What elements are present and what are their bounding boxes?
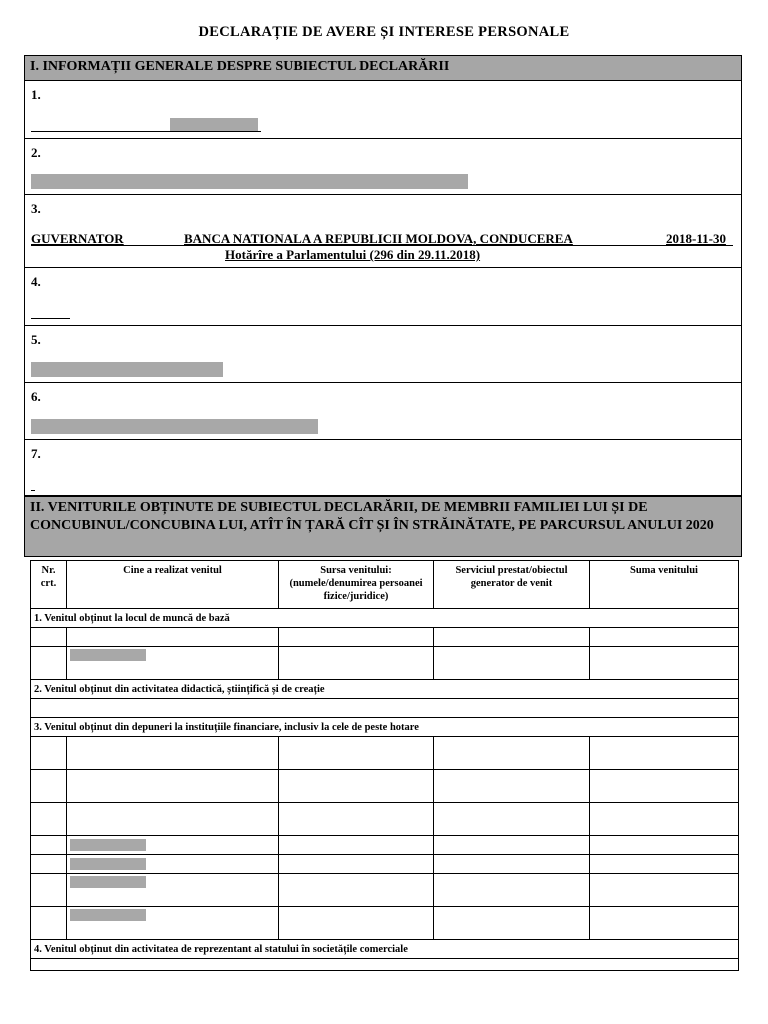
field-5 (24, 326, 742, 383)
section-1-heading: I. INFORMAȚII GENERALE DESPRE SUBIECTUL DECLARĂRII (24, 55, 742, 81)
table-row (31, 628, 739, 647)
redaction-bar (31, 419, 318, 434)
institution-name: BANCA NATIONALA A REPUBLICII MOLDOVA, CONDUCEREA (184, 231, 573, 246)
field-number: 2. (31, 145, 41, 160)
field-number: 6. (31, 389, 41, 404)
redaction-bar (70, 839, 146, 851)
col-header-service: Serviciul prestat/obiectul generator de venit (434, 561, 590, 609)
table-header-row (31, 561, 739, 609)
category-label: 2. Venitul obținut din activitatea didactică, științifică și de creație (31, 680, 739, 699)
col-header-who: Cine a realizat venitul (67, 561, 279, 609)
table-row (31, 737, 739, 770)
table-row (31, 874, 739, 907)
field-3 (24, 195, 742, 268)
category-row (31, 940, 739, 959)
field-number: 7. (31, 446, 41, 461)
redaction-bar (70, 876, 146, 888)
section-2-heading: II. VENITURILE OBȚINUTE DE SUBIECTUL DECLARĂRII, DE MEMBRII FAMILIEI LUI ȘI DE CONCUBINUL/CONCUBINA LUI, ATÎT ÎN ȚARĂ CÎT ȘI ÎN STRĂINĂTATE, PE PARCURSUL ANULUI 2020 (24, 496, 742, 557)
field-number: 5. (31, 332, 41, 347)
field-7 (24, 440, 742, 496)
field-number: 1. (31, 87, 41, 102)
appointment-act: Hotărîre a Parlamentului (296 din 29.11.2018) (225, 247, 481, 262)
page-title: DECLARAȚIE DE AVERE ȘI INTERESE PERSONALE (198, 24, 570, 40)
table-row (31, 855, 739, 874)
table-row (31, 770, 739, 803)
table-row (31, 836, 739, 855)
category-row (31, 680, 739, 699)
redaction-bar (170, 118, 258, 131)
table-row (31, 907, 739, 940)
table-row (31, 959, 739, 971)
col-header-source: Sursa venitului: (numele/denumirea persoanei fizice/juridice) (279, 561, 434, 609)
field-number: 3. (31, 201, 41, 216)
table-row (31, 803, 739, 836)
table-row (31, 647, 739, 680)
underline (31, 476, 35, 491)
underline (31, 304, 70, 319)
field-number: 4. (31, 274, 41, 289)
income-table (30, 560, 739, 971)
category-row (31, 718, 739, 737)
appointment-date: 2018-11-30 (666, 231, 726, 246)
field-4 (24, 268, 742, 326)
redaction-bar (31, 362, 223, 377)
category-row (31, 609, 739, 628)
redaction-bar (70, 909, 146, 921)
position-title: GUVERNATOR (31, 231, 124, 246)
redaction-bar (70, 858, 146, 870)
table-row (31, 699, 739, 718)
redaction-bar (31, 174, 468, 189)
redaction-bar (70, 649, 146, 661)
col-header-amount: Suma venitului (590, 561, 739, 609)
field-1 (24, 81, 742, 139)
category-label: 4. Venitul obținut din activitatea de reprezentant al statului în societățile comerciale (31, 940, 739, 959)
field-6 (24, 383, 742, 440)
category-label: 3. Venitul obținut din depuneri la instituțiile financiare, inclusiv la cele de peste hotare (31, 718, 739, 737)
category-label: 1. Venitul obținut la locul de muncă de bază (31, 609, 739, 628)
underline (31, 231, 733, 246)
col-header-nr: Nr. crt. (31, 561, 67, 609)
field-2 (24, 139, 742, 195)
